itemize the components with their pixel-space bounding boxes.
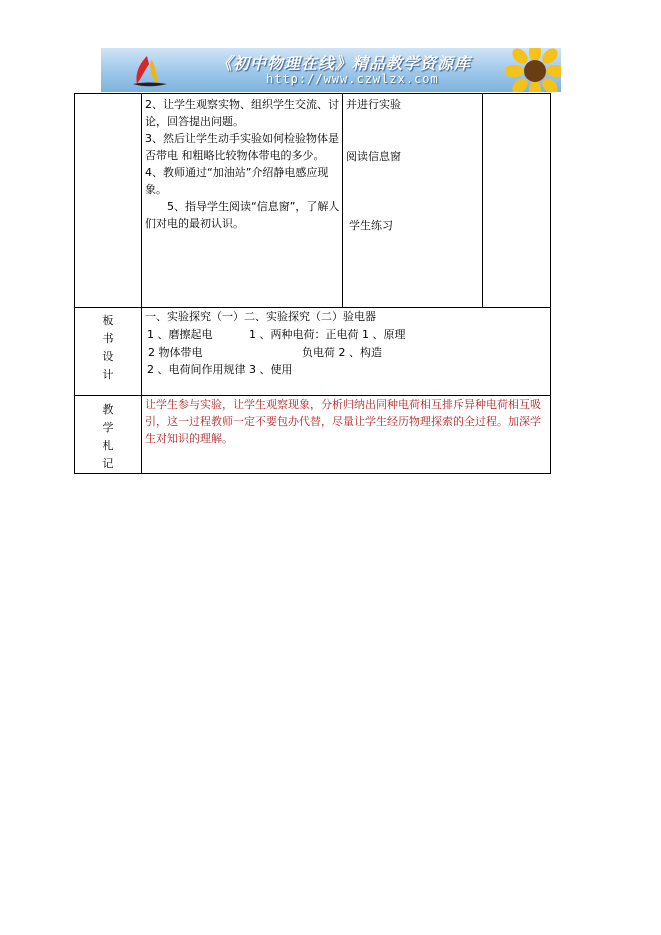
lesson-table <box>74 93 551 474</box>
student-activity-2: 阅读信息窗 <box>346 150 401 163</box>
board-line-3a: 2 物体带电 <box>148 346 203 359</box>
student-activity-1: 并进行实验 <box>346 98 401 111</box>
board-line-3b: 负电荷 2 、构造 <box>302 346 382 359</box>
header-banner <box>101 48 561 92</box>
banner-title: 《初中物理在线》精品教学资源库 <box>216 54 472 73</box>
board-design-content <box>145 308 545 394</box>
student-activity-cell <box>346 94 480 307</box>
board-line-2b: 1 、两种电荷：正电荷 1 、原理 <box>249 328 406 341</box>
board-line-4: 2 、电荷间作用规律 3 、使用 <box>147 363 293 376</box>
teaching-notes-label: 教 学 札 记 <box>102 403 114 470</box>
teaching-process-cell <box>145 96 340 232</box>
process-step-2: 2、让学生观察实物、组织学生交流、讨论，回答提出问题。 <box>145 98 339 128</box>
process-step-4: 4、教师通过“加油站”介绍静电感应现象。 <box>145 166 329 196</box>
board-design-label: 板 书 设 计 <box>102 314 114 381</box>
board-line-2a: 1 、磨擦起电 <box>147 328 213 341</box>
logo-icon <box>129 54 169 88</box>
sunflower-icon <box>506 48 561 92</box>
teaching-notes-content: 让学生参与实验，让学生观察现象，分析归纳出同种电荷相互排斥异种电荷相互吸引，这一过程教师一定不要包办代替，尽量让学生经历物理探索的全过程。加深学生对知识的理解。 <box>145 398 541 445</box>
process-step-5: 5、指导学生阅读“信息窗”，了解人们对电的最初认识。 <box>145 200 340 230</box>
student-activity-3: 学生练习 <box>349 219 393 232</box>
board-line-1: 一、实验探究（一）二、实验探究（二）验电器 <box>145 310 376 323</box>
banner-url: http://www.czwlzx.com <box>266 72 439 86</box>
process-step-3: 3、然后让学生动手实验如何检验物体是否带电 和粗略比较物体带电的多少。 <box>145 132 339 162</box>
